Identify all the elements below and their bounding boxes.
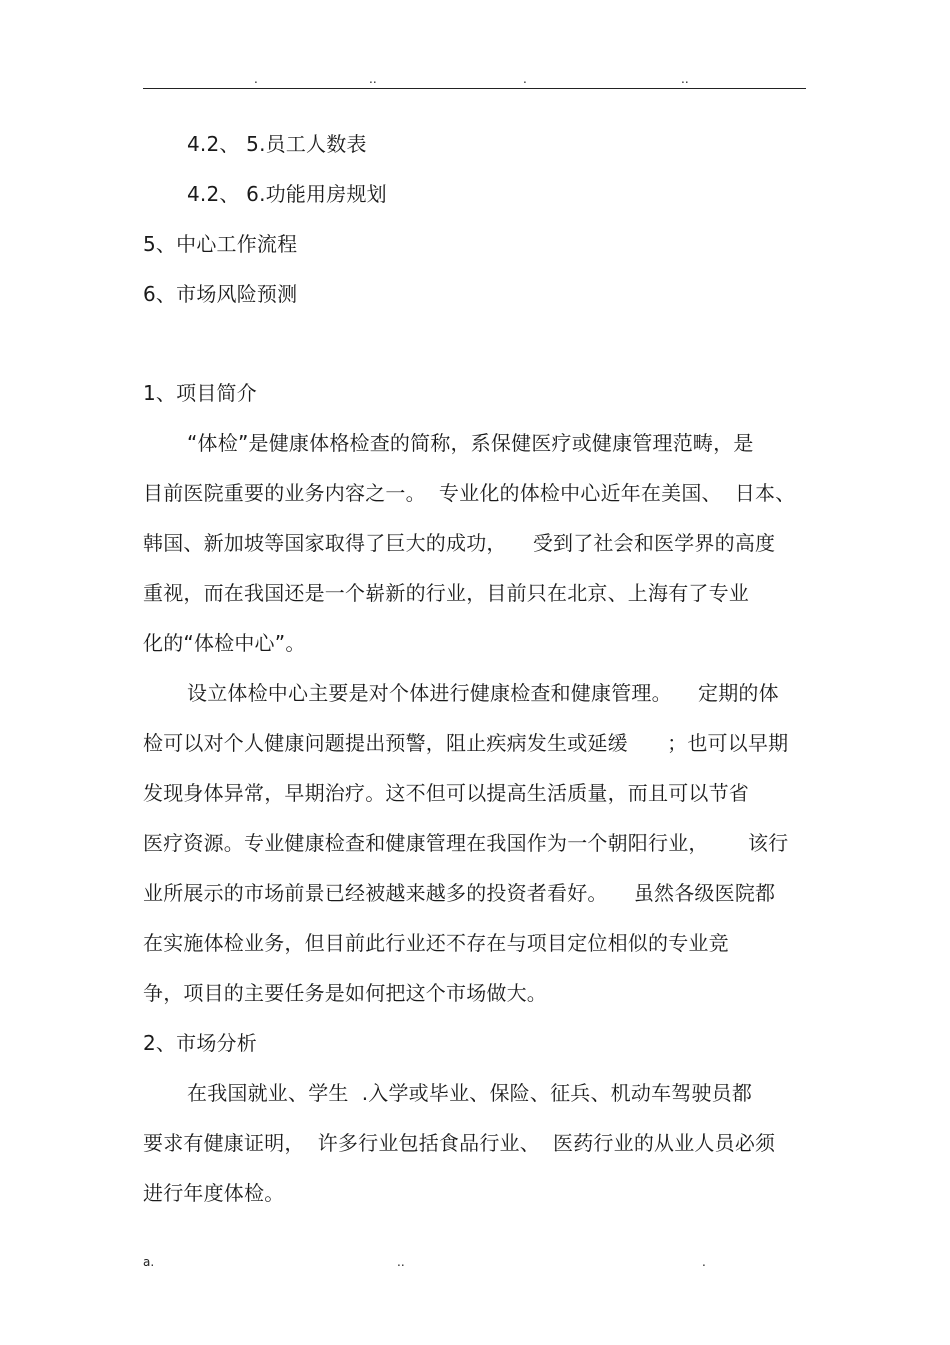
paragraph-line: 韩国、新加坡等国家取得了巨大的成功， 受到了社会和医学界的高度 <box>143 531 776 555</box>
paragraph-line: 争，项目的主要任务是如何把这个市场做大。 <box>143 981 547 1005</box>
header-mark: .. <box>369 72 377 86</box>
header-mark: . <box>254 72 258 86</box>
toc-item: 5、中心工作流程 <box>143 232 298 256</box>
paragraph-line: 要求有健康证明， 许多行业包括食品行业、 医药行业的从业人员必须 <box>143 1131 776 1155</box>
paragraph-line: 发现身体异常，早期治疗。这不但可以提高生活质量，而且可以节省 <box>143 781 749 805</box>
paragraph-line: 目前医院重要的业务内容之一。 专业化的体检中心近年在美国、 日本、 <box>143 481 796 505</box>
paragraph-line: 在我国就业、学生 .入学或毕业、保险、征兵、机动车驾驶员都 <box>187 1081 753 1105</box>
footer-mark: .. <box>397 1255 405 1269</box>
footer-mark: a. <box>143 1255 155 1269</box>
header-mark: . <box>523 72 527 86</box>
toc-item: 4.2、 5.员工人数表 <box>187 132 367 156</box>
toc-item: 6、市场风险预测 <box>143 282 298 306</box>
toc-item: 4.2、 6.功能用房规划 <box>187 182 387 206</box>
footer-mark: . <box>702 1255 706 1269</box>
paragraph-line: 在实施体检业务，但目前此行业还不存在与项目定位相似的专业竞 <box>143 931 729 955</box>
section-heading: 1、项目简介 <box>143 381 257 405</box>
header-rule <box>143 88 806 89</box>
paragraph-line: 重视，而在我国还是一个崭新的行业，目前只在北京、上海有了专业 <box>143 581 749 605</box>
paragraph-line: 进行年度体检。 <box>143 1181 285 1205</box>
paragraph-line: 设立体检中心主要是对个体进行健康检查和健康管理。 定期的体 <box>187 681 779 705</box>
paragraph-line: 检可以对个人健康问题提出预警，阻止疾病发生或延缓 ；也可以早期 <box>143 731 789 755</box>
paragraph-line: 业所展示的市场前景已经被越来越多的投资者看好。 虽然各级医院都 <box>143 881 776 905</box>
header-mark: .. <box>681 72 689 86</box>
paragraph-line: 医疗资源。专业健康检查和健康管理在我国作为一个朝阳行业， 该行 <box>143 831 789 855</box>
paragraph-line: 化的“体检中心”。 <box>143 631 306 655</box>
section-heading: 2、市场分析 <box>143 1031 257 1055</box>
paragraph-line: “体检”是健康体格检查的简称，系保健医疗或健康管理范畴，是 <box>187 431 754 455</box>
